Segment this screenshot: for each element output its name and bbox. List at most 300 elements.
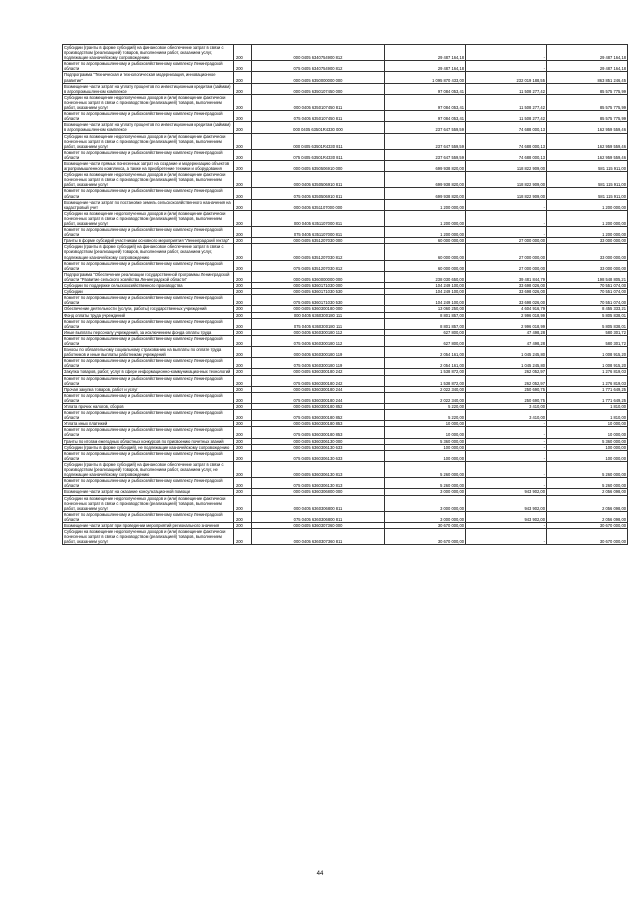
row-approved: 100 000,00 (385, 450, 466, 461)
row-code: 200 (234, 160, 252, 171)
row-unexecuted: 2 056 098,00 (547, 511, 628, 522)
row-budget-code: 000 0405 6360307360 811 (252, 529, 385, 545)
row-code: 200 (234, 61, 252, 72)
row-code: 200 (234, 329, 252, 335)
row-unexecuted: 85 575 775,99 (547, 83, 628, 94)
row-name: Закупка товаров, работ, услуг в сфере информационно-коммуникационных технологий (63, 369, 234, 375)
table-row (63, 188, 628, 199)
row-code: 200 (234, 461, 252, 477)
row-budget-code: 000 0405 6351207030 000 (252, 238, 385, 244)
row-budget-code: 075 0405 6351107000 811 (252, 227, 385, 238)
row-budget-code: 000 0405 6350000000 000 (252, 72, 385, 83)
row-executed: 943 902,00 (466, 495, 547, 511)
row-approved: 5 260 000,00 (385, 478, 466, 489)
row-unexecuted: 10 000,00 (547, 427, 628, 438)
row-executed: 4 604 916,79 (466, 306, 547, 312)
row-approved: 8 801 857,00 (385, 318, 466, 329)
row-approved: 60 000 000,00 (385, 244, 466, 260)
row-unexecuted: 5 260 000,00 (547, 461, 628, 477)
row-name: Комитет по агропромышленному и рыбохозяйственному комплексу Ленинградской области (63, 427, 234, 438)
row-unexecuted: 33 000 000,00 (547, 260, 628, 271)
row-budget-code: 000 0405 6360171030 000 (252, 283, 385, 289)
row-budget-code: 000 0405 63501R4330 000 (252, 122, 385, 133)
row-name: Уплата прочих налогов, сборов (63, 404, 234, 410)
row-budget-code: 075 0405 6350506910 811 (252, 188, 385, 199)
table-row (63, 392, 628, 403)
row-code: 200 (234, 369, 252, 375)
row-executed: - (466, 529, 547, 545)
row-approved: 5 260 000,00 (385, 461, 466, 477)
row-name: Комитет по агропромышленному и рыбохозяйственному комплексу Ленинградской области (63, 318, 234, 329)
row-approved: 699 938 820,00 (385, 160, 466, 171)
row-code: 200 (234, 347, 252, 358)
row-name: Комитет по агропромышленному и рыбохозяйственному комплексу Ленинградской области (63, 410, 234, 421)
page-number: 44 (316, 871, 324, 877)
row-budget-code: 075 0405 63501R4330 811 (252, 149, 385, 160)
row-executed: - (466, 461, 547, 477)
row-budget-code: 075 0405 6360300180 119 (252, 358, 385, 369)
row-name: Возмещение части прямых понесенных затрат на создание и модернизацию объектов агропромышленного комплекса, а также на приобретение техники и оборудования (63, 160, 234, 171)
table-row (63, 111, 628, 122)
row-budget-code: 000 0405 6340754900 812 (252, 45, 385, 61)
table-row (63, 529, 628, 545)
row-unexecuted: 5 805 838,01 (547, 312, 628, 318)
row-budget-code: 000 0405 6351207030 812 (252, 244, 385, 260)
row-name: Фонд оплаты труда учреждений (63, 312, 234, 318)
row-approved: 2 054 161,00 (385, 358, 466, 369)
table-row (63, 83, 628, 94)
row-code: 200 (234, 358, 252, 369)
row-approved: 5 220,00 (385, 404, 466, 410)
row-executed: 74 688 000,13 (466, 149, 547, 160)
row-budget-code: 000 0405 6360300180 852 (252, 404, 385, 410)
row-executed: 74 688 000,13 (466, 122, 547, 133)
row-unexecuted: 581 115 911,00 (547, 188, 628, 199)
row-unexecuted: 580 301,72 (547, 329, 628, 335)
row-unexecuted: 1 276 819,03 (547, 369, 628, 375)
row-code: 200 (234, 444, 252, 450)
row-code: 200 (234, 392, 252, 403)
row-executed: 33 698 026,00 (466, 295, 547, 306)
table-row (63, 410, 628, 421)
row-executed: 47 498,28 (466, 335, 547, 346)
row-approved: 13 060 250,00 (385, 306, 466, 312)
row-unexecuted: 162 959 559,46 (547, 122, 628, 133)
row-name: Субсидии на возмещение недополученных доходов и (или) возмещение фактически понесенных затрат в связи с производством (реализацией) товаров, выполнением работ, оказанием услуг (63, 94, 234, 110)
row-unexecuted: 1 200 000,00 (547, 199, 628, 210)
table-body (63, 45, 628, 545)
row-unexecuted: 70 551 074,00 (547, 289, 628, 295)
row-unexecuted: 33 000 000,00 (547, 244, 628, 260)
row-budget-code: 075 0405 6351207030 812 (252, 260, 385, 271)
row-code: 200 (234, 172, 252, 188)
row-unexecuted: 162 959 559,46 (547, 133, 628, 149)
table-row (63, 172, 628, 188)
row-budget-code: 000 0405 63501R4330 811 (252, 133, 385, 149)
row-approved: 97 084 053,41 (385, 94, 466, 110)
row-name: Прочая закупка товаров, работ и услуг (63, 386, 234, 392)
row-unexecuted: 1 810,00 (547, 404, 628, 410)
row-name: Комитет по агропромышленному и рыбохозяйственному комплексу Ленинградской области (63, 511, 234, 522)
table-row (63, 199, 628, 210)
row-name: Субсидии на возмещение недополученных доходов и (или) возмещение фактически понесенных затрат в связи с производством (реализацией) товаров, выполнением работ, оказанием услуг (63, 133, 234, 149)
row-budget-code: 000 0405 6360300180 244 (252, 386, 385, 392)
row-approved: 1 200 000,00 (385, 227, 466, 238)
table-row (63, 260, 628, 271)
row-approved: 237 647 559,59 (385, 122, 466, 133)
row-approved: 1 200 000,00 (385, 199, 466, 210)
row-executed: - (466, 227, 547, 238)
row-executed: 262 052,97 (466, 375, 547, 386)
row-unexecuted: 70 551 074,00 (547, 295, 628, 306)
row-unexecuted: 29 487 164,18 (547, 61, 628, 72)
row-executed: 3 410,00 (466, 410, 547, 421)
row-approved: 5 360 000,00 (385, 438, 466, 444)
row-name: Комитет по агропромышленному и рыбохозяйственному комплексу Ленинградской области (63, 295, 234, 306)
row-budget-code: 000 0405 6360306130 000 (252, 438, 385, 444)
row-unexecuted: 1 771 649,25 (547, 386, 628, 392)
row-executed: 1 045 245,80 (466, 358, 547, 369)
row-code: 200 (234, 122, 252, 133)
row-code: 200 (234, 295, 252, 306)
row-executed: 2 996 018,99 (466, 318, 547, 329)
row-name: Комитет по агропромышленному и рыбохозяйственному комплексу Ленинградской области (63, 335, 234, 346)
row-approved: 8 801 857,00 (385, 312, 466, 318)
row-code: 200 (234, 72, 252, 83)
row-executed: - (466, 427, 547, 438)
row-approved: 3 000 000,00 (385, 511, 466, 522)
row-unexecuted: 1 008 915,20 (547, 358, 628, 369)
table-row (63, 450, 628, 461)
row-executed: 3 410,00 (466, 404, 547, 410)
row-executed: 33 698 026,00 (466, 283, 547, 289)
row-approved: 97 084 053,41 (385, 83, 466, 94)
row-approved: 104 249 100,00 (385, 289, 466, 295)
row-name: Комитет по агропромышленному и рыбохозяйственному комплексу Ленинградской области (63, 375, 234, 386)
row-unexecuted: 100 000,00 (547, 450, 628, 461)
row-budget-code: 000 0405 6350107450 000 (252, 83, 385, 94)
row-unexecuted: 581 115 911,00 (547, 172, 628, 188)
row-name: Комитет по агропромышленному и рыбохозяйственному комплексу Ленинградской области (63, 478, 234, 489)
row-budget-code: 075 0405 6360306800 811 (252, 511, 385, 522)
table-row (63, 335, 628, 346)
row-approved: 2 022 340,00 (385, 386, 466, 392)
row-executed: 232 019 188,55 (466, 72, 547, 83)
row-unexecuted: 33 000 000,00 (547, 238, 628, 244)
table-row (63, 244, 628, 260)
table-row (63, 227, 628, 238)
row-executed: - (466, 210, 547, 226)
row-executed: - (466, 61, 547, 72)
row-executed: - (466, 438, 547, 444)
row-approved: 237 647 559,59 (385, 133, 466, 149)
row-budget-code: 000 0405 6351107000 000 (252, 199, 385, 210)
table-row (63, 45, 628, 61)
row-name: Подпрограмма "Обеспечение реализации государственной программы Ленинградской области "Развитие сельского хозяйства Ленинградской области" (63, 271, 234, 282)
row-name: Субсидии на возмещение недополученных доходов и (или) возмещение фактически понесенных затрат в связи с производством (реализацией) товаров, выполнением работ, оказанием услуг (63, 495, 234, 511)
row-name: Субсидии (гранты в форме субсидий) на финансовое обеспечение затрат в связи с производством (реализацией) товаров, выполнением работ, оказанием услуг, подлежащие казначейскому сопровождению (63, 244, 234, 260)
row-unexecuted: 5 260 000,00 (547, 478, 628, 489)
row-code: 200 (234, 318, 252, 329)
table-row (63, 160, 628, 171)
table-row (63, 461, 628, 477)
row-executed: 943 902,00 (466, 511, 547, 522)
table-row (63, 149, 628, 160)
row-code: 200 (234, 199, 252, 210)
row-name: Комитет по агропромышленному и рыбохозяйственному комплексу Ленинградской области (63, 392, 234, 403)
row-budget-code: 075 0405 6360306130 633 (252, 450, 385, 461)
row-approved: 3 000 000,00 (385, 489, 466, 495)
row-name: Комитет по агропромышленному и рыбохозяйственному комплексу Ленинградской области (63, 358, 234, 369)
table-row (63, 375, 628, 386)
row-approved: 30 670 000,00 (385, 522, 466, 528)
row-name: Подпрограмма "Техническая и технологическая модернизация, инновационное развитие" (63, 72, 234, 83)
row-executed: - (466, 450, 547, 461)
row-unexecuted: 2 056 098,00 (547, 489, 628, 495)
table-row (63, 511, 628, 522)
row-name: Возмещение части затрат по постановке земель сельскохозяйственного назначения на кадастровый учет (63, 199, 234, 210)
row-approved: 104 249 100,00 (385, 295, 466, 306)
row-name: Комитет по агропромышленному и рыбохозяйственному комплексу Ленинградской области (63, 450, 234, 461)
row-unexecuted: 2 056 098,00 (547, 495, 628, 511)
row-name: Субсидии по поддержке сельскохозяйственного производства (63, 283, 234, 289)
row-code: 200 (234, 111, 252, 122)
row-unexecuted: 5 360 000,00 (547, 438, 628, 444)
row-unexecuted: 30 670 000,00 (547, 522, 628, 528)
row-name: Взносы по обязательному социальному страхованию на выплаты по оплате труда работников и иные выплаты работникам учреждений (63, 347, 234, 358)
row-budget-code: 000 0405 6360300180 853 (252, 421, 385, 427)
row-unexecuted: 580 301,72 (547, 335, 628, 346)
row-budget-code: 075 0405 6360300180 111 (252, 318, 385, 329)
row-code: 200 (234, 227, 252, 238)
row-executed: 74 688 000,13 (466, 133, 547, 149)
row-unexecuted: 30 670 000,00 (547, 529, 628, 545)
row-approved: 104 249 100,00 (385, 283, 466, 289)
row-approved: 100 000,00 (385, 444, 466, 450)
row-name: Субсидии на возмещение недополученных доходов и (или) возмещение фактически понесенных затрат в связи с производством (реализацией) товаров, выполнением работ, оказанием услуг (63, 172, 234, 188)
table-row (63, 271, 628, 282)
row-name: Комитет по агропромышленному и рыбохозяйственному комплексу Ленинградской области (63, 260, 234, 271)
budget-execution-table (62, 44, 626, 545)
row-approved: 238 030 650,00 (385, 271, 466, 282)
row-budget-code: 000 0405 6350506910 000 (252, 160, 385, 171)
row-code: 200 (234, 404, 252, 410)
row-unexecuted: 1 810,00 (547, 410, 628, 421)
row-budget-code: 075 0405 6360306130 813 (252, 478, 385, 489)
row-budget-code: 000 0405 6360171030 530 (252, 289, 385, 295)
row-executed: 118 822 909,00 (466, 172, 547, 188)
table-row (63, 318, 628, 329)
row-unexecuted: 1 200 000,00 (547, 227, 628, 238)
row-budget-code: 000 0405 6351107000 811 (252, 210, 385, 226)
row-unexecuted: 162 959 559,46 (547, 149, 628, 160)
row-code: 200 (234, 271, 252, 282)
table-row (63, 94, 628, 110)
row-code: 200 (234, 421, 252, 427)
row-unexecuted: 29 487 164,18 (547, 45, 628, 61)
row-name: Возмещение части затрат на уплату процентов по инвестиционным кредитам (займам) в агропромышленном комплексе (63, 83, 234, 94)
table-row (63, 358, 628, 369)
row-budget-code: 000 0405 6350107450 811 (252, 94, 385, 110)
row-code: 200 (234, 478, 252, 489)
row-code: 200 (234, 210, 252, 226)
row-budget-code: 075 0405 6360171030 530 (252, 295, 385, 306)
row-budget-code: 075 0405 6340754900 812 (252, 61, 385, 72)
row-executed: - (466, 421, 547, 427)
row-code: 200 (234, 335, 252, 346)
row-executed: - (466, 45, 547, 61)
row-name: Иные выплаты персоналу учреждений, за исключением фонда оплаты труда (63, 329, 234, 335)
row-approved: 29 487 164,18 (385, 61, 466, 72)
row-code: 200 (234, 238, 252, 244)
row-approved: 5 220,00 (385, 410, 466, 421)
row-executed: 1 045 245,80 (466, 347, 547, 358)
row-executed: 2 996 018,99 (466, 312, 547, 318)
row-approved: 699 938 820,00 (385, 188, 466, 199)
table-row (63, 72, 628, 83)
row-code: 200 (234, 289, 252, 295)
row-budget-code: 075 0405 6360300180 242 (252, 375, 385, 386)
row-executed: - (466, 478, 547, 489)
row-code: 200 (234, 450, 252, 461)
row-name: Субсидии (гранты в форме субсидий) на финансовое обеспечение затрат в связи с производством (реализацией) товаров, выполнением работ, оказанием услуг, подлежащие казначейскому сопровождению (63, 45, 234, 61)
row-name: Субсидии на возмещение недополученных доходов и (или) возмещение фактически понесенных затрат в связи с производством (реализацией) товаров, выполнением работ, оказанием услуг (63, 529, 234, 545)
row-code: 200 (234, 489, 252, 495)
row-approved: 627 800,00 (385, 329, 466, 335)
row-budget-code: 075 0405 6360300180 112 (252, 335, 385, 346)
row-unexecuted: 1 200 000,00 (547, 210, 628, 226)
row-approved: 60 000 000,00 (385, 260, 466, 271)
row-executed: - (466, 444, 547, 450)
row-unexecuted: 85 575 775,99 (547, 94, 628, 110)
row-approved: 29 487 164,18 (385, 45, 466, 61)
row-name: Субсидии (63, 289, 234, 295)
row-budget-code: 075 0405 6360300180 244 (252, 392, 385, 403)
row-budget-code: 075 0405 6360300180 852 (252, 410, 385, 421)
row-unexecuted: 1 008 915,20 (547, 347, 628, 358)
row-executed: 118 822 909,00 (466, 160, 547, 171)
row-code: 200 (234, 45, 252, 61)
row-name: Субсидии (гранты в форме субсидий), не подлежащие казначейскому сопровождению (63, 444, 234, 450)
row-name: Субсидии (гранты в форме субсидий) на финансовое обеспечение затрат в связи с производством (реализацией) товаров, выполнением работ, оказанием услуг, не подлежащие казначейскому сопровождению (63, 461, 234, 477)
row-budget-code: 075 0405 6350107450 811 (252, 111, 385, 122)
row-approved: 97 084 053,41 (385, 111, 466, 122)
row-executed: 11 508 277,42 (466, 83, 547, 94)
row-unexecuted: 5 805 838,01 (547, 318, 628, 329)
row-code: 200 (234, 83, 252, 94)
row-executed: - (466, 199, 547, 210)
row-approved: 60 000 000,00 (385, 238, 466, 244)
row-executed: 118 822 909,00 (466, 188, 547, 199)
table-row (63, 133, 628, 149)
row-code: 200 (234, 306, 252, 312)
row-unexecuted: 1 771 649,25 (547, 392, 628, 403)
row-code: 200 (234, 427, 252, 438)
row-code: 200 (234, 386, 252, 392)
table-row (63, 495, 628, 511)
row-approved: 1 538 872,00 (385, 375, 466, 386)
row-budget-code: 000 0405 6360300180 119 (252, 347, 385, 358)
row-budget-code: 000 0405 6360306130 633 (252, 444, 385, 450)
row-name: Комитет по агропромышленному и рыбохозяйственному комплексу Ленинградской области (63, 149, 234, 160)
row-approved: 10 000,00 (385, 427, 466, 438)
row-executed: 27 000 000,00 (466, 260, 547, 271)
row-executed: 943 902,00 (466, 489, 547, 495)
table-row (63, 61, 628, 72)
table-row (63, 122, 628, 133)
row-budget-code: 000 0405 6360306800 000 (252, 489, 385, 495)
row-approved: 30 670 000,00 (385, 529, 466, 545)
row-approved: 10 000,00 (385, 421, 466, 427)
row-executed: 262 052,97 (466, 369, 547, 375)
row-name: Возмещение части затрат на уплату процентов по инвестиционным кредитам (займам) в агропромышленном комплексе (63, 122, 234, 133)
row-approved: 237 647 559,59 (385, 149, 466, 160)
row-code: 200 (234, 511, 252, 522)
row-budget-code: 000 0405 6360000000 000 (252, 271, 385, 282)
row-name: Комитет по агропромышленному и рыбохозяйственному комплексу Ленинградской области (63, 111, 234, 122)
row-name: Субсидии на возмещение недополученных доходов и (или) возмещение фактически понесенных затрат в связи с производством (реализацией) товаров, выполнением работ, оказанием услуг (63, 210, 234, 226)
row-approved: 1 538 872,00 (385, 369, 466, 375)
row-unexecuted: 1 276 819,03 (547, 375, 628, 386)
row-executed: 250 690,75 (466, 392, 547, 403)
row-approved: 1 095 870 433,00 (385, 72, 466, 83)
row-approved: 627 800,00 (385, 335, 466, 346)
row-unexecuted: 100 000,00 (547, 444, 628, 450)
row-name: Уплата иных платежей (63, 421, 234, 427)
row-code: 200 (234, 94, 252, 110)
row-name: Гранты по итогам ежегодных областных конкурсов по присвоению почетных званий (63, 438, 234, 444)
row-unexecuted: 581 115 911,00 (547, 160, 628, 171)
row-name: Возмещение части затрат на оказание консультационной помощи (63, 489, 234, 495)
row-executed: 11 508 277,42 (466, 94, 547, 110)
row-unexecuted: 10 000,00 (547, 421, 628, 427)
row-budget-code: 000 0405 6360307360 000 (252, 522, 385, 528)
row-executed: - (466, 522, 547, 528)
row-executed: 39 481 844,79 (466, 271, 547, 282)
row-approved: 2 022 340,00 (385, 392, 466, 403)
row-budget-code: 000 0405 6360306800 811 (252, 495, 385, 511)
row-name: Возмещение части затрат при проведении мероприятий регионального значения (63, 522, 234, 528)
row-unexecuted: 863 851 246,45 (547, 72, 628, 83)
row-approved: 2 054 161,00 (385, 347, 466, 358)
row-budget-code: 000 0405 6360300180 000 (252, 306, 385, 312)
table-row (63, 478, 628, 489)
row-code: 200 (234, 244, 252, 260)
row-budget-code: 000 0405 6350506910 811 (252, 172, 385, 188)
row-budget-code: 000 0405 6360300180 111 (252, 312, 385, 318)
row-code: 200 (234, 133, 252, 149)
row-unexecuted: 198 548 805,21 (547, 271, 628, 282)
row-budget-code: 075 0405 6360300180 853 (252, 427, 385, 438)
row-name: Обеспечение деятельности (услуги, работы) государственных учреждений (63, 306, 234, 312)
row-code: 200 (234, 149, 252, 160)
row-executed: 33 698 026,00 (466, 289, 547, 295)
row-executed: 250 690,75 (466, 386, 547, 392)
row-budget-code: 000 0405 6360300180 112 (252, 329, 385, 335)
row-approved: 699 938 820,00 (385, 172, 466, 188)
row-executed: 27 000 000,00 (466, 238, 547, 244)
row-approved: 3 000 000,00 (385, 495, 466, 511)
row-budget-code: 000 0405 6360306130 813 (252, 461, 385, 477)
row-budget-code: 000 0405 6360300180 242 (252, 369, 385, 375)
table-row (63, 295, 628, 306)
row-name: Комитет по агропромышленному и рыбохозяйственному комплексу Ленинградской области (63, 227, 234, 238)
row-code: 200 (234, 188, 252, 199)
row-name: Комитет по агропромышленному и рыбохозяйственному комплексу Ленинградской области (63, 61, 234, 72)
row-unexecuted: 8 455 333,21 (547, 306, 628, 312)
row-code: 200 (234, 410, 252, 421)
row-code: 200 (234, 283, 252, 289)
